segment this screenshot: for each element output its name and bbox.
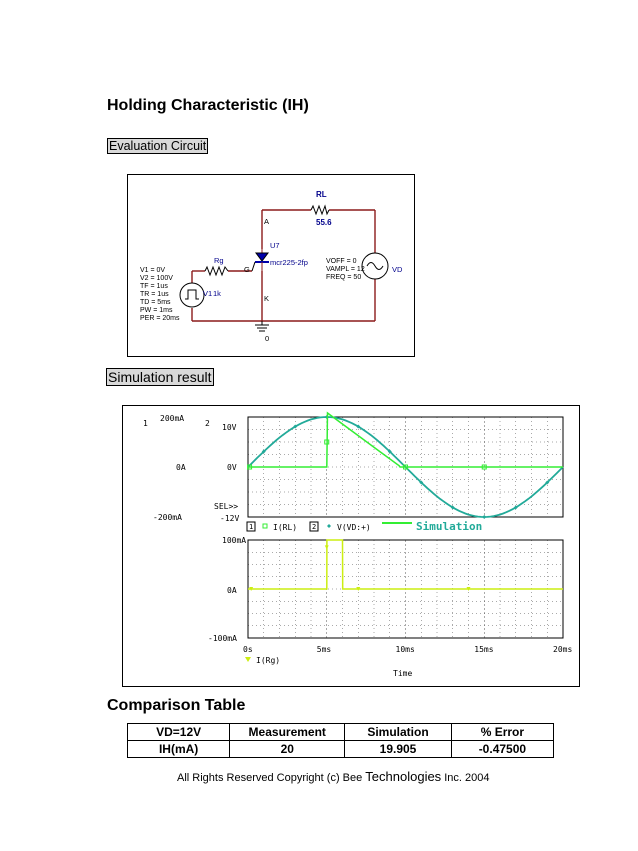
sel-label: SEL>>	[214, 502, 239, 511]
v1-param: V1 = 0V	[140, 267, 166, 274]
x-tick: 5ms	[316, 645, 332, 654]
copyright-footer	[177, 769, 490, 784]
lower-y-tick: -100mA	[208, 634, 237, 643]
comparison-title: Comparison Table	[107, 697, 246, 714]
node-a: A	[264, 217, 270, 226]
rl-value: 55.6	[316, 218, 332, 227]
table-header-cell: VD=12V	[128, 724, 230, 741]
legend-irl: I(RL)	[273, 523, 298, 532]
y2-tick: 0V	[227, 463, 237, 472]
table-header-cell: % Error	[451, 724, 553, 741]
legend-vvd: V(VD:+)	[337, 523, 371, 532]
legend-irg: I(Rg)	[256, 656, 281, 665]
v1-name: V1	[203, 289, 213, 298]
vd-param: VOFF = 0	[326, 258, 357, 265]
section-title: Holding Characteristic (IH)	[107, 97, 309, 114]
x-tick: 0s	[243, 645, 253, 654]
schematic-frame	[127, 174, 415, 357]
legend-id-1: 1	[249, 523, 254, 531]
legend-marker-irg	[245, 657, 251, 662]
simulation-result-label	[106, 369, 214, 385]
x-tick: 20ms	[553, 645, 573, 654]
table-cell: 20	[230, 741, 345, 758]
table-header-cell: Measurement	[230, 724, 345, 741]
table-cell: -0.47500	[451, 741, 553, 758]
table-cell: 19.905	[345, 741, 452, 758]
ground-label: 0	[265, 334, 270, 343]
v1-param: V2 = 100V	[140, 275, 173, 282]
legend-marker-vvd	[327, 524, 331, 528]
evaluation-circuit-label	[107, 139, 208, 153]
vd-param: VAMPL = 12	[326, 266, 365, 273]
simulation-annotation: Simulation	[416, 520, 483, 533]
legend-marker-irl	[263, 524, 267, 528]
y2-tick: 10V	[222, 423, 237, 432]
y1-tick: 0A	[176, 463, 186, 472]
comparison-table	[127, 723, 554, 758]
series-irg-marker	[325, 545, 329, 549]
table-header-row	[128, 724, 554, 741]
x-tick: 15ms	[474, 645, 494, 654]
x-tick: 10ms	[395, 645, 415, 654]
simulation-plot	[123, 406, 579, 686]
v1-param: TF = 1us	[140, 283, 168, 290]
y1-tick: -200mA	[153, 513, 182, 522]
lower-y-tick: 100mA	[222, 536, 247, 545]
scr-part: mcr225-2fp	[270, 258, 308, 267]
axis1-id: 1	[143, 419, 148, 428]
node-k: K	[264, 294, 270, 303]
copyright-post: Inc. 2004	[441, 772, 490, 784]
y2-tick: -12V	[220, 514, 240, 523]
schematic-diagram	[128, 175, 414, 356]
rg-name: Rg	[214, 256, 224, 265]
vd-param: FREQ = 50	[326, 274, 362, 281]
copyright-pre: All Rights Reserved Copyright (c) Bee	[177, 772, 366, 784]
v1-param: PER = 20ms	[140, 315, 180, 322]
rl-name: RL	[316, 190, 327, 199]
node-g: G	[244, 265, 250, 274]
table-row	[128, 741, 554, 758]
scr-name: U7	[270, 241, 280, 250]
simulation-result-text: Simulation result	[108, 369, 212, 385]
series-vvd-marker	[482, 515, 486, 519]
table-header-cell: Simulation	[345, 724, 452, 741]
rg-value: 1k	[213, 289, 221, 298]
vd-name: VD	[392, 265, 403, 274]
legend-id-2: 2	[312, 523, 317, 531]
evaluation-circuit-text: Evaluation Circuit	[109, 139, 207, 153]
v1-param: TD = 5ms	[140, 299, 171, 306]
copyright-brand: Technologies	[365, 769, 442, 784]
axis2-id: 2	[205, 419, 210, 428]
plot-frame	[122, 405, 580, 687]
lower-y-tick: 0A	[227, 586, 237, 595]
x-axis-label: Time	[393, 669, 413, 678]
v1-param: TR = 1us	[140, 291, 169, 298]
v1-param: PW = 1ms	[140, 307, 173, 314]
table-cell: IH(mA)	[128, 741, 230, 758]
y1-tick: 200mA	[160, 414, 185, 423]
